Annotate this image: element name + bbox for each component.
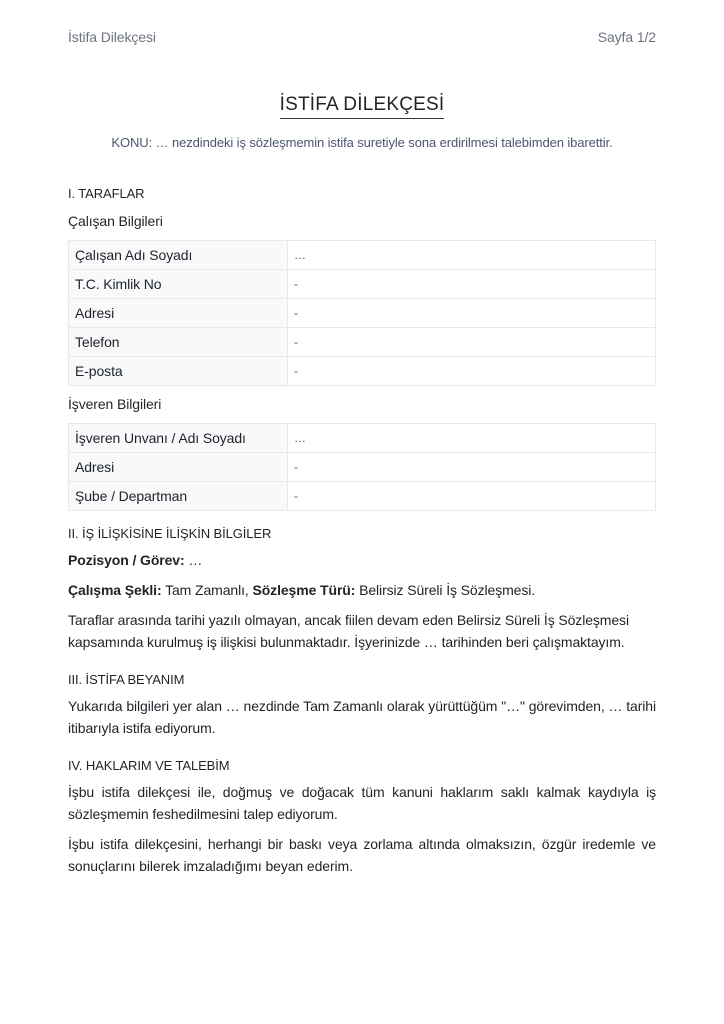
rights-paragraph: İşbu istifa dilekçesi ile, doğmuş ve doğacak tüm kanuni haklarım saklı kalmak kaydıyla iş sözleşmemin feshedilmesini talep ediyorum. — [68, 784, 656, 822]
table-row — [69, 270, 656, 299]
row-value: - — [288, 482, 656, 511]
contract-type-value: Belirsiz Süreli İş Sözleşmesi. — [355, 582, 536, 598]
table-row — [69, 453, 656, 482]
row-label: Şube / Departman — [69, 482, 288, 511]
page-header — [68, 29, 656, 45]
row-value: … — [288, 241, 656, 270]
table-row — [69, 328, 656, 357]
subject-line: KONU: … nezdindeki iş sözleşmemin istifa suretiyle sona erdirilmesi talebimden ibarettir. — [111, 135, 613, 150]
contract-type-label: Sözleşme Türü: — [252, 582, 356, 598]
table-row — [69, 482, 656, 511]
employment-paragraph: Taraflar arasında tarihi yazılı olmayan, ancak fiilen devam eden Belirsiz Süreli İş Sözleşmesi kapsamında kurulmuş iş ilişkisi bulunmaktadır. İşyerinizde … tarihinden beri çalışmaktayım. — [68, 612, 629, 650]
section-heading-rights-and-request: IV. HAKLARIM VE TALEBİM — [68, 758, 230, 773]
declaration-paragraph: İşbu istifa dilekçesini, herhangi bir baskı veya zorlama altında olmaksızın, özgür iredemle ve sonuçlarını bilerek imzaladığımı beyan ederim. — [68, 836, 656, 874]
work-type-line — [68, 579, 656, 601]
document-body — [68, 94, 656, 877]
row-label: Çalışan Adı Soyadı — [69, 241, 288, 270]
row-value: - — [288, 328, 656, 357]
position-line — [68, 549, 656, 571]
employer-info-table — [68, 423, 656, 511]
row-label: E-posta — [69, 357, 288, 386]
row-value: - — [288, 270, 656, 299]
section-heading-resignation-statement: III. İSTİFA BEYANIM — [68, 672, 185, 687]
row-label: Adresi — [69, 453, 288, 482]
row-label: İşveren Unvanı / Adı Soyadı — [69, 424, 288, 453]
employer-info-heading: İşveren Bilgileri — [68, 396, 162, 412]
document-title: İSTİFA DİLEKÇESİ — [68, 94, 656, 119]
row-value: - — [288, 453, 656, 482]
row-label: Adresi — [69, 299, 288, 328]
table-row — [69, 299, 656, 328]
row-value: - — [288, 299, 656, 328]
position-label: Pozisyon / Görev: — [68, 552, 185, 568]
row-label: T.C. Kimlik No — [69, 270, 288, 299]
resignation-paragraph: Yukarıda bilgileri yer alan … nezdinde Tam Zamanlı olarak yürüttüğüm "…" görevimden, … tarihi itibarıyla istifa ediyorum. — [68, 698, 656, 736]
section-heading-parties: I. TARAFLAR — [68, 186, 145, 201]
row-value: - — [288, 357, 656, 386]
header-document-name: İstifa Dilekçesi — [68, 29, 156, 45]
row-value: … — [288, 424, 656, 453]
position-value: … — [184, 552, 203, 568]
header-page-indicator: Sayfa 1/2 — [597, 29, 656, 45]
table-row — [69, 357, 656, 386]
work-type-label: Çalışma Şekli: — [68, 582, 162, 598]
work-type-value: Tam Zamanlı, — [161, 582, 253, 598]
employee-info-table — [68, 240, 656, 386]
table-row — [69, 241, 656, 270]
table-row — [69, 424, 656, 453]
employee-info-heading: Çalışan Bilgileri — [68, 213, 163, 229]
row-label: Telefon — [69, 328, 288, 357]
section-heading-employment-info: II. İŞ İLİŞKİSİNE İLİŞKİN BİLGİLER — [68, 526, 272, 541]
